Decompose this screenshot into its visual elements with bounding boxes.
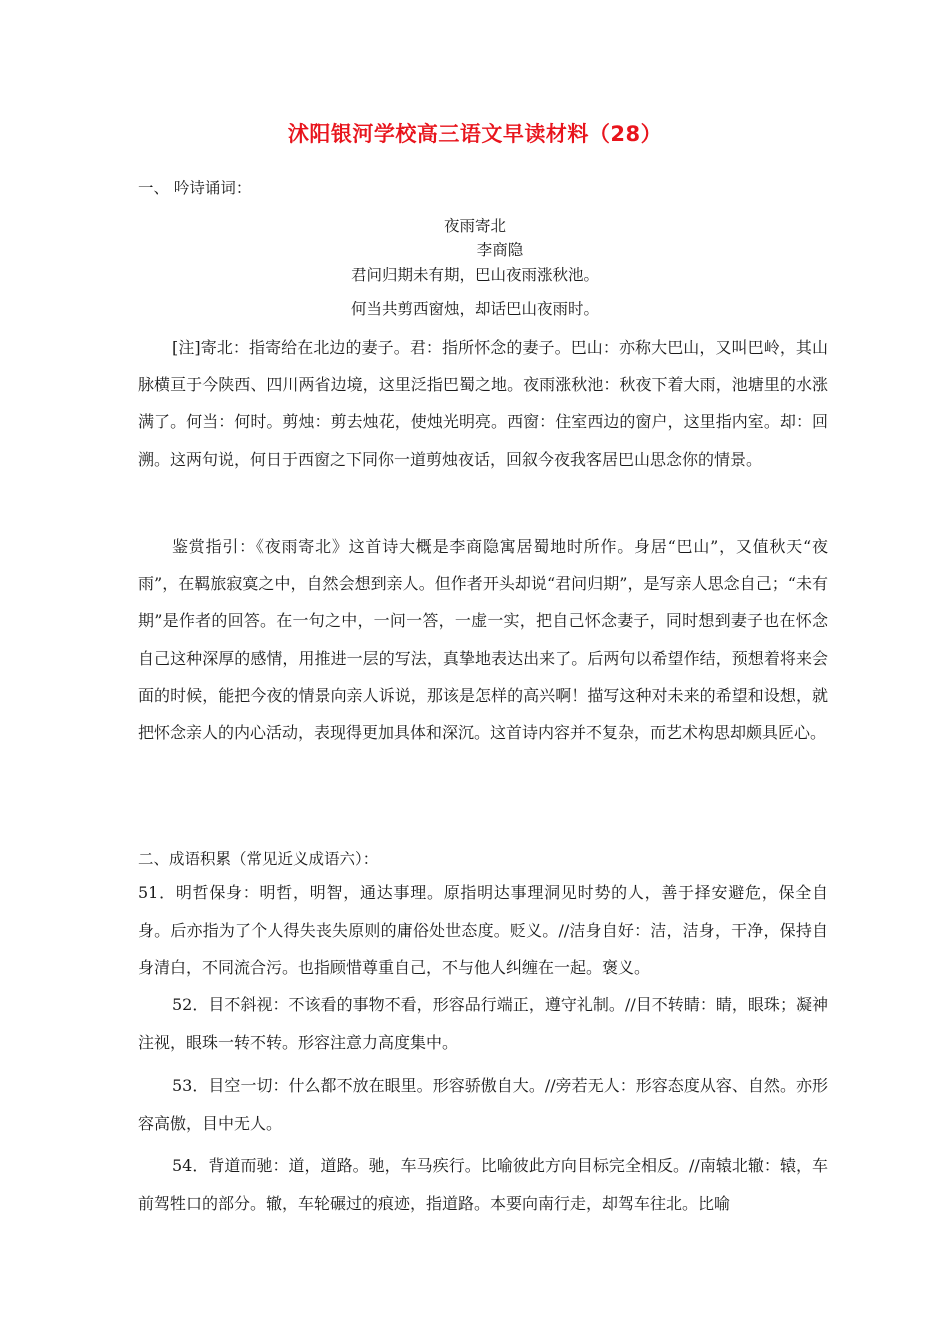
idiom-item-54: 54．背道而驰：道，道路。驰，车马疾行。比喻彼此方向目标完全相反。//南辕北辙：辕，车前驾牲口的部分。辙，车轮碾过的痕迹，指道路。本要向南行走，却驾车往北。比喻 [138, 1156, 828, 1213]
poem-author: 李商隐 [476, 241, 524, 259]
idiom-item-51: 51．明哲保身：明哲，明智，通达事理。原指明达事理洞见时势的人，善于择安避危，保全自身。后亦指为了个人得失丧失原则的庸俗处世态度。贬义。//洁身自好：洁，洁身，干净，保持自身清白，不同流合污。也指顾惜尊重自己，不与他人纠缠在一起。褒义。 [138, 883, 828, 977]
section-heading-idioms: 二、成语积累（常见近义成语六）： [138, 850, 379, 868]
idiom-item-53: 53．目空一切：什么都不放在眼里。形容骄傲自大。//旁若无人：形容态度从容、自然。亦形容高傲，目中无人。 [138, 1076, 828, 1133]
poem-appreciation: 鉴赏指引：《夜雨寄北》这首诗大概是李商隐寓居蜀地时所作。身居“巴山”，又值秋天“夜雨”，在羁旅寂寞之中，自然会想到亲人。但作者开头却说“君问归期”，是写亲人思念自己；“未有期”是作者的回答。在一句之中，一问一答，一虚一实，把自己怀念妻子，同时想到妻子也在怀念自己这种深厚的感情，用推进一层的写法，真挚地表达出来了。后两句以希望作结，预想着将来会面的时候，能把今夜的情景向亲人诉说，那该是怎样的高兴啊！描写这种对未来的希望和设想，就把怀念亲人的内心活动，表现得更加具体和深沉。这首诗内容并不复杂，而艺术构思却颇具匠心。 [138, 537, 828, 743]
section-heading-poetry: 一、 吟诗诵词： [138, 179, 252, 197]
poem-title: 夜雨寄北 [443, 217, 506, 235]
idiom-item-52: 52．目不斜视：不该看的事物不看，形容品行端正，遵守礼制。//目不转睛：睛，眼珠；凝神注视，眼珠一转不转。形容注意力高度集中。 [138, 995, 828, 1052]
document-title: 沭阳银河学校高三语文早读材料（28） [287, 122, 663, 146]
poem-line-1: 君问归期未有期，巴山夜雨涨秋池。 [350, 266, 599, 284]
poem-annotation: [注]寄北：指寄给在北边的妻子。君：指所怀念的妻子。巴山：亦称大巴山，又叫巴岭，其山脉横亘于今陕西、四川两省边境，这里泛指巴蜀之地。夜雨涨秋池：秋夜下着大雨，池塘里的水涨满了。何当：何时。剪烛：剪去烛花，使烛光明亮。西窗：住室西边的窗户，这里指内室。却：回溯。这两句说，何日于西窗之下同你一道剪烛夜话，回叙今夜我客居巴山思念你的情景。 [138, 338, 828, 469]
poem-line-2: 何当共剪西窗烛，却话巴山夜雨时。 [350, 300, 599, 318]
